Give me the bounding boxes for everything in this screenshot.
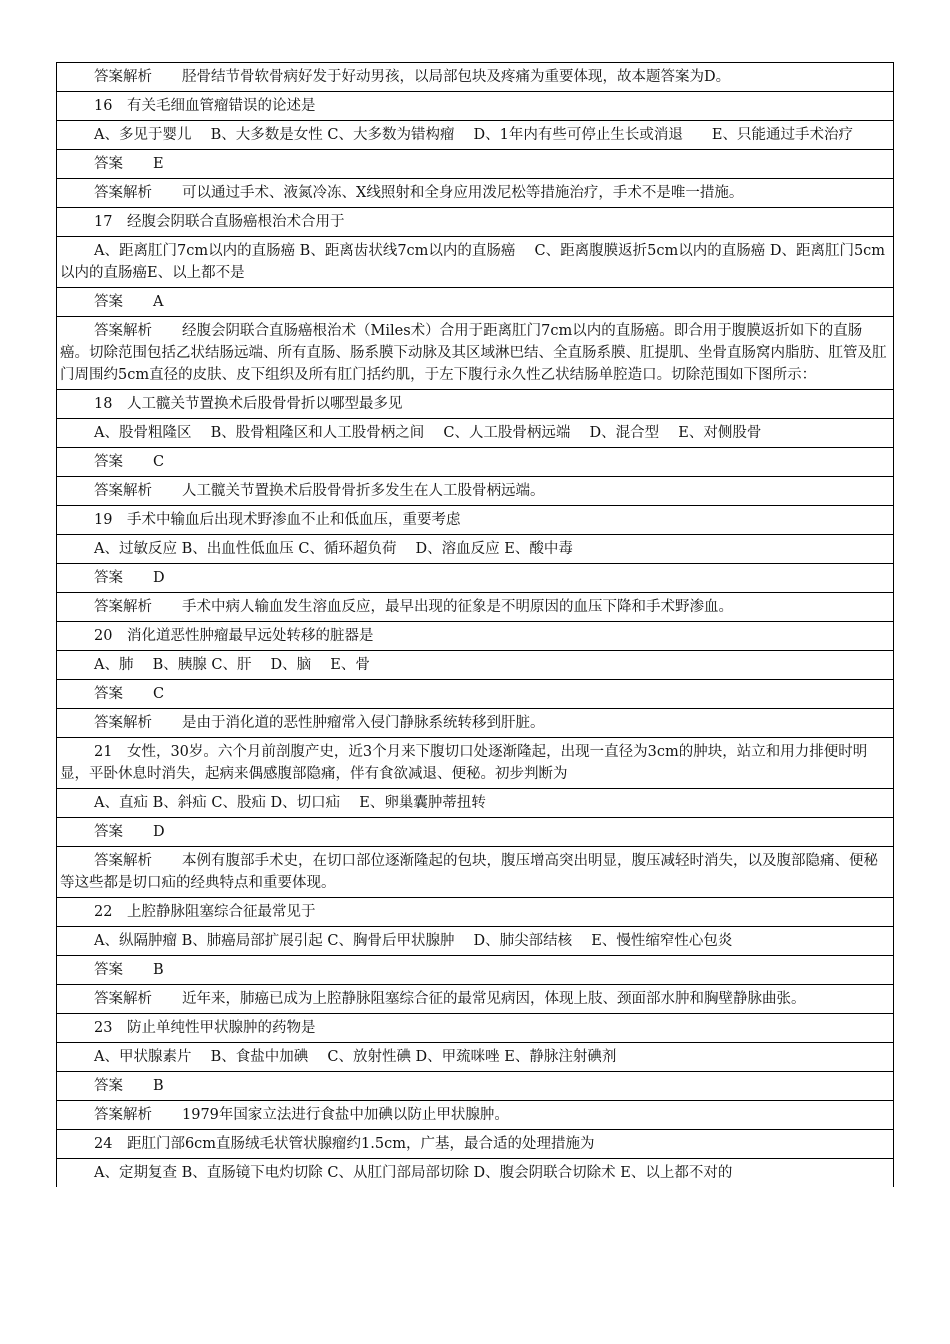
answer-label: 答案 bbox=[94, 686, 123, 702]
question-text: 24 距肛门部6cm直肠绒毛状管状腺瘤约1.5cm，广基，最合适的处理措施为 bbox=[94, 1136, 595, 1152]
analysis-row bbox=[57, 709, 894, 738]
analysis-text: 手术中病人输血发生溶血反应，最早出现的征象是不明原因的血压下降和手术野渗血。 bbox=[182, 599, 733, 615]
answer-value: D bbox=[153, 570, 165, 586]
analysis-cell bbox=[57, 709, 894, 738]
answer-cell bbox=[57, 818, 894, 847]
analysis-row bbox=[57, 985, 894, 1014]
analysis-row bbox=[57, 847, 894, 898]
answer-value: B bbox=[153, 1078, 164, 1094]
analysis-cell bbox=[57, 179, 894, 208]
question-cell bbox=[57, 390, 894, 419]
question-rows bbox=[57, 63, 894, 1188]
question-text: 20 消化道恶性肿瘤最早远处转移的脏器是 bbox=[94, 628, 374, 644]
analysis-text: 人工髋关节置换术后股骨骨折多发生在人工股骨柄远端。 bbox=[182, 483, 545, 499]
analysis-text: 是由于消化道的恶性肿瘤常入侵门静脉系统转移到肝脏。 bbox=[182, 715, 545, 731]
answer-cell bbox=[57, 1072, 894, 1101]
options-row bbox=[57, 419, 894, 448]
options-cell bbox=[57, 1043, 894, 1072]
question-text: 19 手术中输血后出现术野渗血不止和低血压，重要考虑 bbox=[94, 512, 461, 528]
question-cell bbox=[57, 898, 894, 927]
analysis-row bbox=[57, 63, 894, 92]
options-row bbox=[57, 789, 894, 818]
options-cell bbox=[57, 121, 894, 150]
answer-value: E bbox=[153, 156, 164, 172]
analysis-cell bbox=[57, 985, 894, 1014]
options-text: A、肺 B、胰腺 C、肝 D、脑 E、骨 bbox=[94, 657, 370, 673]
options-text: A、距离肛门7cm以内的直肠癌 B、距离齿状线7cm以内的直肠癌 C、距离腹膜返折5cm以内的直肠癌 D、距离肛门5cm以内的直肠癌E、以上都不是 bbox=[60, 243, 886, 281]
options-row bbox=[57, 651, 894, 680]
question-cell bbox=[57, 738, 894, 789]
options-text: A、直疝 B、斜疝 C、股疝 D、切口疝 E、卵巢囊肿蒂扭转 bbox=[94, 795, 486, 811]
analysis-row bbox=[57, 593, 894, 622]
analysis-text: 本例有腹部手术史，在切口部位逐渐隆起的包块，腹压增高突出明显，腹压减轻时消失，以及腹部隐痛、便秘等这些都是切口疝的经典特点和重要体现。 bbox=[60, 853, 878, 891]
analysis-cell bbox=[57, 1101, 894, 1130]
analysis-label: 答案解析 bbox=[94, 69, 152, 85]
options-text: A、股骨粗隆区 B、股骨粗隆区和人工股骨柄之间 C、人工股骨柄远端 D、混合型 E、对侧股骨 bbox=[94, 425, 762, 441]
analysis-text: 胫骨结节骨软骨病好发于好动男孩，以局部包块及疼痛为重要体现，故本题答案为D。 bbox=[182, 69, 731, 85]
question-row bbox=[57, 506, 894, 535]
options-cell bbox=[57, 789, 894, 818]
options-text: A、甲状腺素片 B、食盐中加碘 C、放射性碘 D、甲巯咪唑 E、静脉注射碘剂 bbox=[94, 1049, 617, 1065]
analysis-label: 答案解析 bbox=[94, 1107, 152, 1123]
exam-sheet bbox=[56, 62, 894, 1187]
question-text: 21 女性，30岁。六个月前剖腹产史，近3个月来下腹切口处逐渐隆起，出现一直径为3cm的肿块，站立和用力排便时明显，平卧休息时消失，起病来偶感腹部隐痛，伴有食欲减退、便秘。初步判断为 bbox=[60, 744, 868, 782]
answer-value: B bbox=[153, 962, 164, 978]
answer-label: 答案 bbox=[94, 1078, 123, 1094]
answer-row bbox=[57, 448, 894, 477]
question-text: 16 有关毛细血管瘤错误的论述是 bbox=[94, 98, 316, 114]
answer-cell bbox=[57, 288, 894, 317]
answer-row bbox=[57, 288, 894, 317]
options-cell bbox=[57, 535, 894, 564]
options-cell bbox=[57, 651, 894, 680]
answer-label: 答案 bbox=[94, 454, 123, 470]
answer-value: C bbox=[153, 686, 165, 702]
options-row bbox=[57, 121, 894, 150]
analysis-label: 答案解析 bbox=[94, 853, 152, 869]
question-row bbox=[57, 208, 894, 237]
answer-label: 答案 bbox=[94, 570, 123, 586]
answer-row bbox=[57, 564, 894, 593]
answer-label: 答案 bbox=[94, 156, 123, 172]
options-text: A、定期复查 B、直肠镜下电灼切除 C、从肛门部局部切除 D、腹会阴联合切除术 E、以上都不对的 bbox=[94, 1165, 733, 1181]
answer-value: C bbox=[153, 454, 165, 470]
analysis-label: 答案解析 bbox=[94, 599, 152, 615]
analysis-label: 答案解析 bbox=[94, 323, 152, 339]
question-cell bbox=[57, 1014, 894, 1043]
analysis-row bbox=[57, 317, 894, 390]
options-text: A、纵隔肿瘤 B、肺癌局部扩展引起 C、胸骨后甲状腺肿 D、肺尖部结核 E、慢性缩窄性心包炎 bbox=[94, 933, 733, 949]
question-cell bbox=[57, 622, 894, 651]
answer-cell bbox=[57, 564, 894, 593]
analysis-label: 答案解析 bbox=[94, 991, 152, 1007]
analysis-text: 近年来，肺癌已成为上腔静脉阻塞综合征的最常见病因，体现上肢、颈面部水肿和胸壁静脉曲张。 bbox=[182, 991, 806, 1007]
options-text: A、过敏反应 B、出血性低血压 C、循环超负荷 D、溶血反应 E、酸中毒 bbox=[94, 541, 573, 557]
analysis-label: 答案解析 bbox=[94, 715, 152, 731]
answer-cell bbox=[57, 680, 894, 709]
options-row bbox=[57, 1159, 894, 1188]
answer-label: 答案 bbox=[94, 962, 123, 978]
options-cell bbox=[57, 927, 894, 956]
question-row bbox=[57, 390, 894, 419]
analysis-label: 答案解析 bbox=[94, 185, 152, 201]
question-row bbox=[57, 622, 894, 651]
analysis-row bbox=[57, 477, 894, 506]
question-row bbox=[57, 92, 894, 121]
analysis-text: 可以通过手术、液氮冷冻、X线照射和全身应用泼尼松等措施治疗，手术不是唯一措施。 bbox=[182, 185, 744, 201]
answer-label: 答案 bbox=[94, 824, 123, 840]
question-row bbox=[57, 1014, 894, 1043]
question-table bbox=[56, 62, 894, 1187]
question-cell bbox=[57, 1130, 894, 1159]
question-row bbox=[57, 738, 894, 789]
options-cell bbox=[57, 1159, 894, 1188]
question-cell bbox=[57, 506, 894, 535]
question-text: 18 人工髋关节置换术后股骨骨折以哪型最多见 bbox=[94, 396, 403, 412]
analysis-cell bbox=[57, 477, 894, 506]
analysis-cell bbox=[57, 847, 894, 898]
question-cell bbox=[57, 92, 894, 121]
question-text: 17 经腹会阴联合直肠癌根治术合用于 bbox=[94, 214, 345, 230]
answer-cell bbox=[57, 956, 894, 985]
options-row bbox=[57, 535, 894, 564]
question-row bbox=[57, 1130, 894, 1159]
answer-row bbox=[57, 1072, 894, 1101]
options-row bbox=[57, 927, 894, 956]
question-text: 23 防止单纯性甲状腺肿的药物是 bbox=[94, 1020, 316, 1036]
options-cell bbox=[57, 237, 894, 288]
analysis-cell bbox=[57, 593, 894, 622]
answer-row bbox=[57, 150, 894, 179]
options-row bbox=[57, 1043, 894, 1072]
answer-value: A bbox=[153, 294, 164, 310]
analysis-row bbox=[57, 1101, 894, 1130]
analysis-label: 答案解析 bbox=[94, 483, 152, 499]
question-text: 22 上腔静脉阻塞综合征最常见于 bbox=[94, 904, 316, 920]
options-row bbox=[57, 237, 894, 288]
answer-label: 答案 bbox=[94, 294, 123, 310]
analysis-row bbox=[57, 179, 894, 208]
answer-cell bbox=[57, 150, 894, 179]
answer-row bbox=[57, 680, 894, 709]
analysis-text: 1979年国家立法进行食盐中加碘以防止甲状腺肿。 bbox=[182, 1107, 509, 1123]
answer-row bbox=[57, 956, 894, 985]
answer-cell bbox=[57, 448, 894, 477]
answer-value: D bbox=[153, 824, 165, 840]
analysis-cell bbox=[57, 317, 894, 390]
analysis-text: 经腹会阴联合直肠癌根治术（Miles术）合用于距离肛门7cm以内的直肠癌。即合用于腹膜返折如下的直肠癌。切除范围包括乙状结肠远端、所有直肠、肠系膜下动脉及其区域淋巴结、全直肠系膜、肛提肌、坐骨直肠窝内脂肪、肛管及肛门周围约5cm直径的皮肤、皮下组织及所有肛门括约肌，于左下腹行永久性乙状结肠单腔造口。切除范围如下图所示： bbox=[60, 323, 887, 383]
options-cell bbox=[57, 419, 894, 448]
question-cell bbox=[57, 208, 894, 237]
answer-row bbox=[57, 818, 894, 847]
question-row bbox=[57, 898, 894, 927]
options-text: A、多见于婴儿 B、大多数是女性 C、大多数为错构瘤 D、1年内有些可停止生长或消退 E、只能通过手术治疗 bbox=[94, 127, 853, 143]
analysis-cell bbox=[57, 63, 894, 92]
